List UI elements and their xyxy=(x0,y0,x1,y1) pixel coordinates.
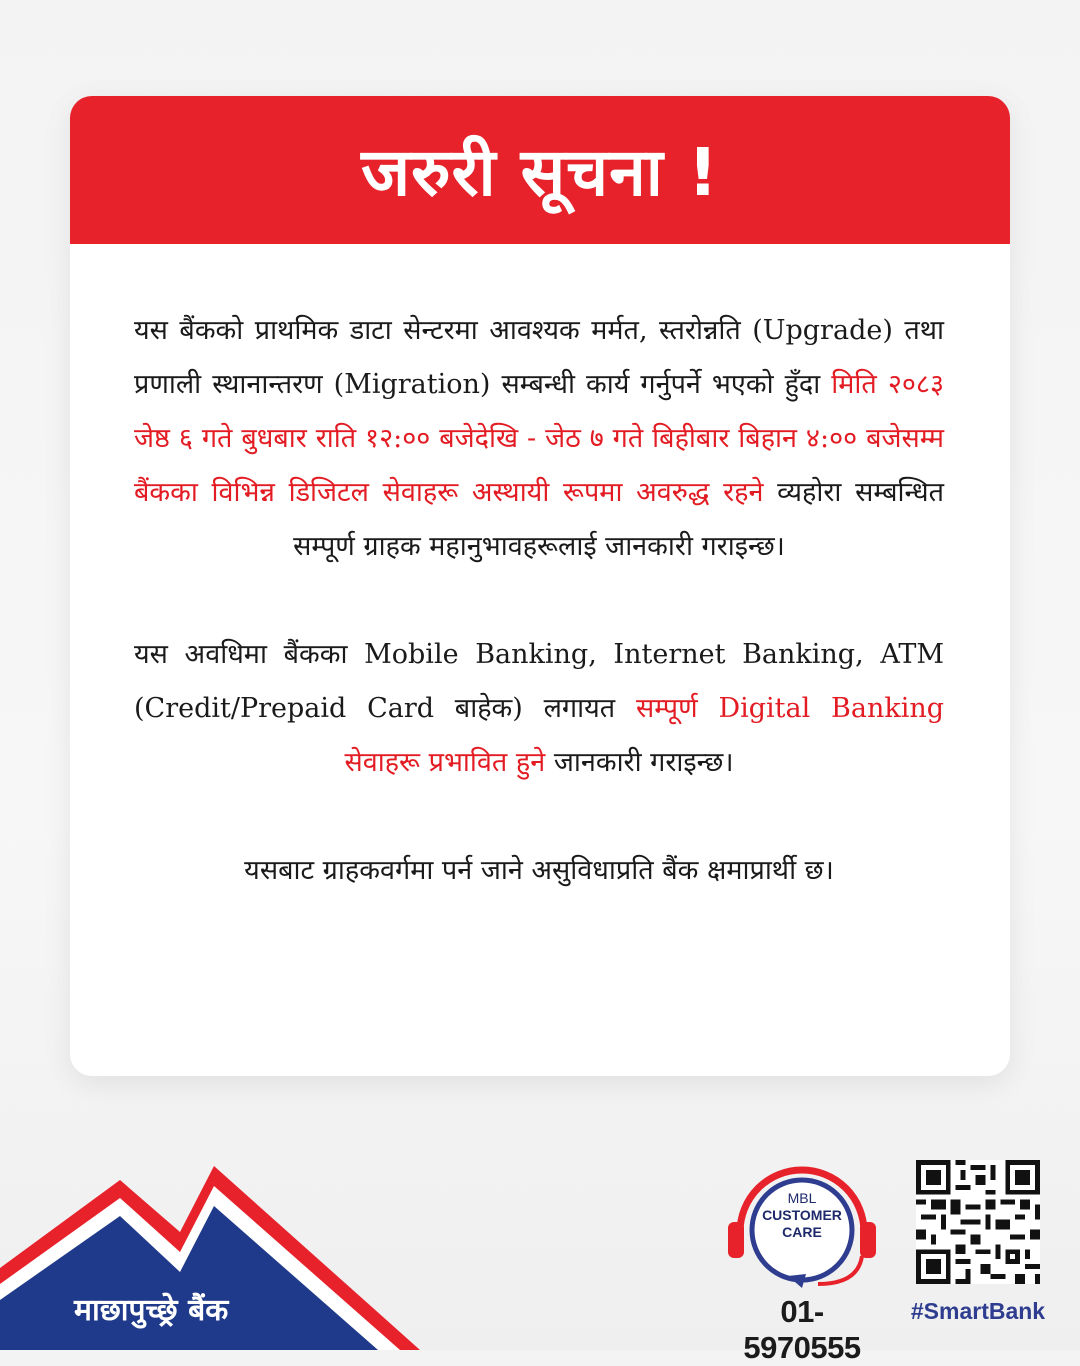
customer-care-label xyxy=(748,1190,856,1241)
bank-name-logo: माछापुच्छ्रे बैंक xyxy=(74,1293,229,1328)
qr-code-icon xyxy=(916,1160,1040,1284)
paragraph-1-outro: व्यहोरा सम्बन्धित सम्पूर्ण ग्राहक महानुभावहरूलाई जानकारी गराइन्छ। xyxy=(293,477,944,562)
paragraph-2-highlight: सम्पूर्ण Digital Banking सेवाहरू प्रभावित हुने xyxy=(344,693,945,778)
notice-card xyxy=(70,96,1010,1076)
notice-paragraph-1 xyxy=(134,304,944,574)
notice-body xyxy=(134,304,944,898)
notice-banner xyxy=(70,96,1010,244)
paragraph-2-intro: यस अवधिमा बैंकका Mobile Banking, Internet Banking, ATM (Credit/Prepaid Card बाहेक) लगायत xyxy=(134,639,944,724)
customer-care-phone: 01- 5970555 xyxy=(743,1294,861,1365)
paragraph-1-intro: यस बैंकको प्राथमिक डाटा सेन्टरमा आवश्यक मर्मत, स्तरोन्नति (Upgrade) तथा प्रणाली स्थानान्तरण (Migration) सम्बन्धी कार्य गर्नुपर्ने भएको हुँदा xyxy=(134,315,944,400)
paragraph-1-highlight: मिति २०८३ जेष्ठ ६ गते बुधबार राति १२:०० बजेदेखि - जेठ ७ गते बिहीबार बिहान ४:०० बजेसम्म बैंकका विभिन्न डिजिटल सेवाहरू अस्थायी रूपमा अवरुद्ध रहने xyxy=(134,369,944,508)
care-mbl-text: MBL xyxy=(787,1190,817,1206)
care-care-text: CARE xyxy=(782,1224,822,1240)
notice-title: जरुरी सूचना ! xyxy=(361,134,719,211)
notice-paragraph-3: यसबाट ग्राहकवर्गमा पर्न जाने असुविधाप्रति बैंक क्षमाप्रार्थी छ। xyxy=(244,855,834,886)
care-customer-text: CUSTOMER xyxy=(762,1207,842,1223)
notice-paragraph-2 xyxy=(134,628,944,790)
hashtag-smartbank: #SmartBank xyxy=(910,1298,1046,1324)
paragraph-2-outro: जानकारी गराइन्छ। xyxy=(545,747,734,778)
